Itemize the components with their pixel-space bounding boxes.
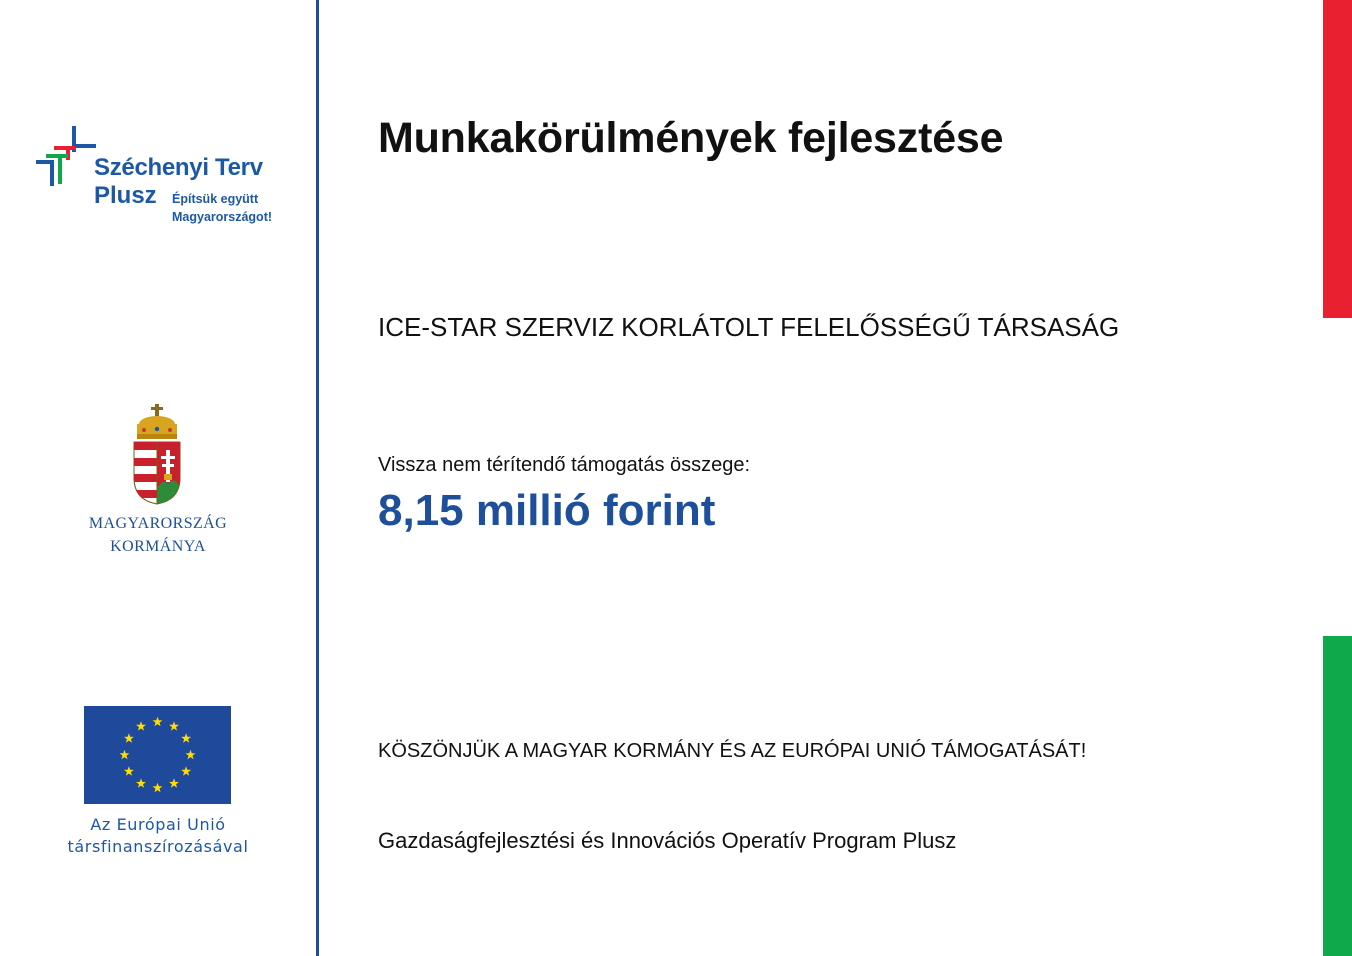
grant-amount: 8,15 millió forint [378, 486, 716, 535]
szechenyi-terv-logo [36, 126, 296, 236]
flag-stripe-green [1323, 636, 1352, 956]
szechenyi-slogan-line1: Építsük együtt [172, 192, 259, 206]
eu-label-line1: Az Európai Unió [90, 815, 226, 834]
szechenyi-slogan-line2: Magyarországot! [172, 210, 273, 224]
szechenyi-plusz: Plusz [94, 182, 157, 209]
grant-label: Vissza nem térítendő támogatás összege: [378, 454, 751, 476]
szechenyi-title: Széchenyi Terv [94, 154, 263, 181]
flag-stripe-red [1323, 0, 1352, 318]
eu-flag-icon [84, 706, 231, 804]
eu-label-line2: társfinanszírozásával [67, 837, 249, 856]
government-label-line1: MAGYARORSZÁG [88, 515, 228, 532]
beneficiary-name: ICE-STAR SZERVIZ KORLÁTOLT FELELŐSSÉGŰ TÁRSASÁG [378, 312, 1120, 342]
szechenyi-cross-icon [36, 126, 96, 188]
program-name: Gazdaságfejlesztési és Innovációs Operatív Program Plusz [378, 828, 957, 853]
project-title: Munkakörülmények fejlesztése [378, 114, 1004, 162]
coat-of-arms-icon [126, 404, 188, 508]
government-label [40, 512, 276, 558]
logo-sidebar [0, 0, 316, 956]
thanks-text: KÖSZÖNJÜK A MAGYAR KORMÁNY ÉS AZ EURÓPAI UNIÓ TÁMOGATÁSÁT! [378, 740, 1087, 762]
government-label-line2: KORMÁNYA [110, 538, 206, 555]
eu-cofinance-label [40, 814, 276, 858]
vertical-divider [316, 0, 319, 956]
